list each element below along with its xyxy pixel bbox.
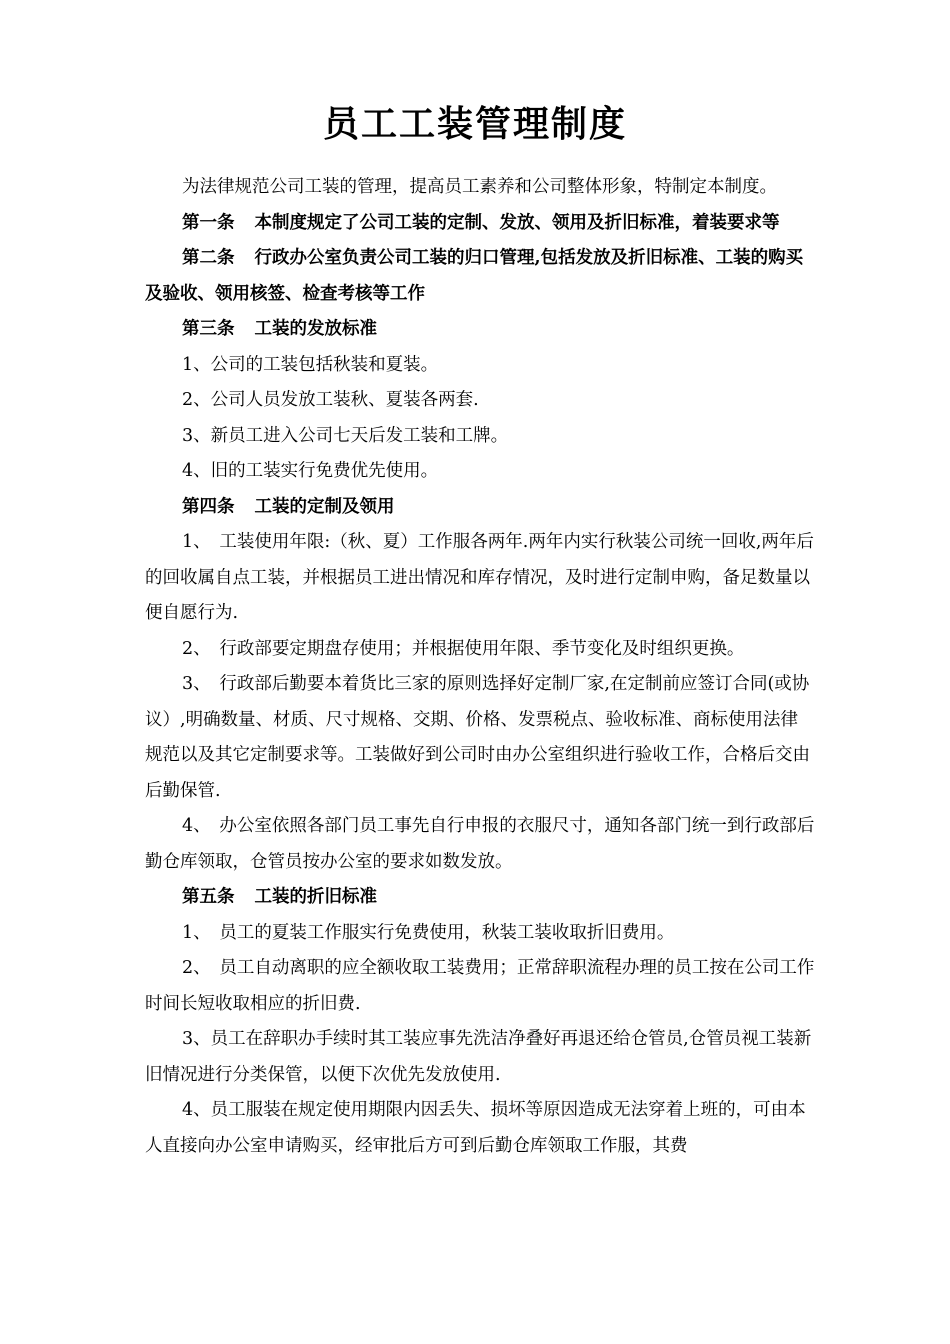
- list-item: 1、公司的工装包括秋装和夏装。: [182, 354, 439, 375]
- article-5-label: 第五条: [182, 887, 235, 907]
- article-1: [145, 206, 815, 242]
- article-4-title: 工装的定制及领用: [254, 496, 395, 517]
- article-5-heading: [145, 880, 815, 916]
- article-5-title: 工装的折旧标准: [254, 887, 377, 907]
- article-4-label: 第四条: [182, 496, 235, 517]
- list-item: 1、 员工的夏装工作服实行免费使用，秋装工装收取折旧费用。: [182, 922, 675, 943]
- list-item: 2、公司人员发放工装秋、夏装各两套.: [182, 390, 479, 410]
- list-item: 2、 员工自动离职的应全额收取工装费用；正常辞职流程办理的员工按在公司工作时间长短收取相应的折旧费.: [145, 958, 815, 1014]
- list-item: 3、新员工进入公司七天后发工装和工牌。: [182, 425, 509, 446]
- article-3-heading: [145, 312, 815, 348]
- article-3-title: 工装的发放标准: [254, 319, 377, 339]
- article-4-heading: [145, 490, 815, 526]
- article-1-label: 第一条: [182, 212, 235, 233]
- list-item: 4、员工服装在规定使用期限内因丢失、损坏等原因造成无法穿着上班的，可由本人直接向办公室申请购买，经审批后方可到后勤仓库领取工作服，其费: [145, 1100, 806, 1156]
- article-2-label: 第二条: [182, 248, 235, 268]
- article-1-text: 本制度规定了公司工装的定制、发放、领用及折旧标准，着装要求等: [254, 212, 780, 233]
- article-2: [145, 241, 815, 312]
- list-item: 1、 工装使用年限:（秋、夏）工作服各两年.两年内实行秋装公司统一回收,两年后的回收属自点工装，并根据员工进出情况和库存情况，及时进行定制申购，备足数量以便自愿行为.: [145, 532, 814, 623]
- list-item: 3、 行政部后勤要本着货比三家的原则选择好定制厂家,在定制前应签订合同(或协议）,明确数量、材质、尺寸规格、交期、价格、发票税点、验收标准、商标使用法律规范以及其它定制要求等。工装做好到公司时由办公室组织进行验收工作，合格后交由后勤保管.: [145, 674, 810, 801]
- page-title: 员工工装管理制度: [322, 103, 627, 145]
- list-item: 3、员工在辞职办手续时其工装应事先洗洁净叠好再退还给仓管员,仓管员视工装新旧情况进行分类保管，以便下次优先发放使用.: [145, 1029, 812, 1085]
- article-2-text: 行政办公室负责公司工装的归口管理,包括发放及折旧标准、工装的购买及验收、领用核签、检查考核等工作: [145, 248, 804, 304]
- list-item: 4、 办公室依照各部门员工事先自行申报的衣服尺寸，通知各部门统一到行政部后勤仓库领取，仓管员按办公室的要求如数发放。: [145, 816, 815, 872]
- list-item: 2、 行政部要定期盘存使用；并根据使用年限、季节变化及时组织更换。: [182, 638, 745, 659]
- article-3-label: 第三条: [182, 319, 235, 339]
- list-item: 4、旧的工装实行免费优先使用。: [182, 461, 439, 481]
- intro-paragraph: 为法律规范公司工装的管理，提高员工素养和公司整体形象，特制定本制度。: [182, 177, 777, 197]
- document-body: [145, 170, 815, 1164]
